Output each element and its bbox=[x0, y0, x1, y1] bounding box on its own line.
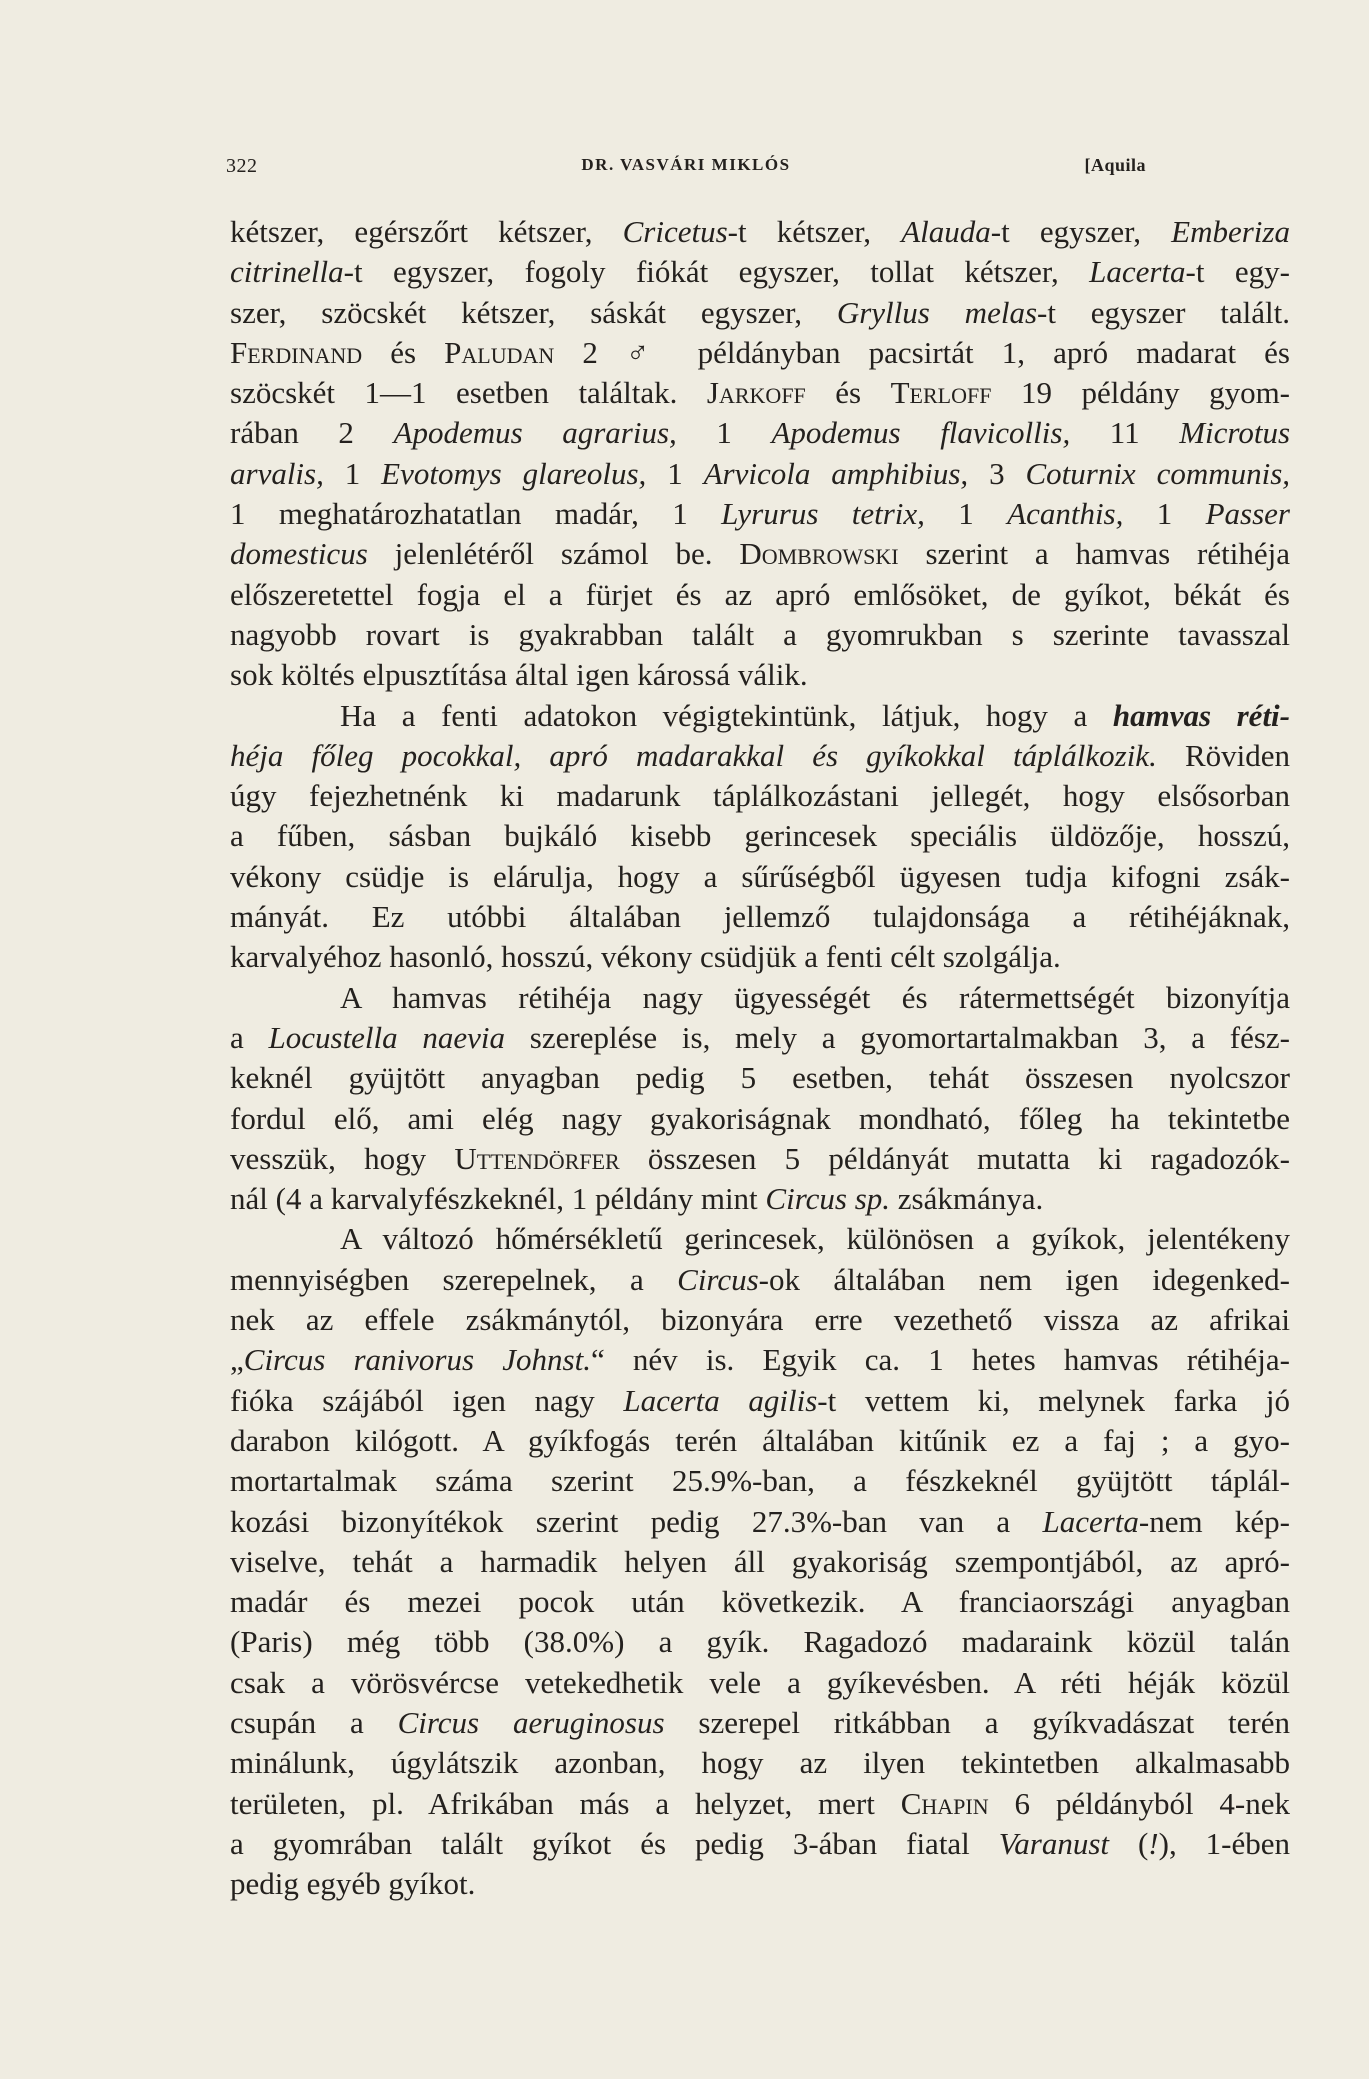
text-segment: 1 bbox=[323, 455, 382, 491]
text-segment: a gyomrában talált gyíkot és pedig 3-ában fiatal bbox=[230, 1825, 999, 1861]
text-segment: -t vettem ki, melynek farka jó bbox=[817, 1382, 1290, 1418]
text-segment: Uttendörfer bbox=[454, 1140, 620, 1176]
text-segment: hamvas réti- bbox=[1112, 697, 1290, 733]
text-segment: -t egyszer talált. bbox=[1037, 294, 1291, 330]
text-segment: Apodemus flavicollis, bbox=[771, 415, 1071, 451]
text-segment: madár és mezei pocok után következik. A franciaországi anyagban bbox=[230, 1584, 1290, 1620]
text-segment: fióka szájából igen nagy bbox=[230, 1382, 624, 1418]
text-line bbox=[230, 655, 1290, 695]
text-segment: szereplése is, mely a gyomortartalmakban 3, a fész- bbox=[505, 1019, 1290, 1055]
text-segment: mennyiségben szerepelnek, a bbox=[230, 1261, 678, 1297]
text-segment: 6 példányból 4-nek bbox=[988, 1785, 1291, 1821]
text-line bbox=[230, 1542, 1290, 1582]
text-line bbox=[230, 857, 1290, 897]
text-line bbox=[230, 454, 1290, 494]
text-line bbox=[230, 1179, 1290, 1219]
text-segment: 1 bbox=[646, 455, 704, 491]
text-segment: jelenlétéről számol be. bbox=[367, 536, 740, 572]
text-line bbox=[230, 615, 1290, 655]
text-segment: A hamvas rétihéja nagy ügyességét és rátermettségét bizonyítja bbox=[340, 979, 1290, 1015]
text-segment: Microtus bbox=[1179, 415, 1291, 451]
text-line bbox=[230, 1663, 1290, 1703]
text-segment: Röviden bbox=[1156, 737, 1290, 773]
text-segment: Varanust bbox=[998, 1825, 1110, 1861]
body-text bbox=[230, 212, 1290, 1904]
text-segment: szöcskét 1—1 esetben találtak. bbox=[230, 375, 707, 411]
text-line bbox=[230, 1622, 1290, 1662]
text-line bbox=[230, 1260, 1290, 1300]
page-number: 322 bbox=[226, 155, 258, 177]
text-segment: „ bbox=[230, 1342, 244, 1378]
text-segment: szer, szöcskét kétszer, sáskát egyszer, bbox=[230, 294, 837, 330]
text-line bbox=[230, 978, 1290, 1018]
text-segment: kétszer, egérszőrt kétszer, bbox=[230, 214, 623, 249]
text-segment: Lacerta bbox=[1042, 1503, 1139, 1539]
text-segment: rában 2 bbox=[230, 415, 394, 451]
journal-title: [Aquila bbox=[1084, 155, 1146, 175]
text-segment: domesticus bbox=[230, 536, 368, 572]
text-line bbox=[230, 575, 1290, 615]
text-line bbox=[230, 494, 1290, 534]
text-segment: 1 bbox=[676, 415, 772, 451]
text-segment: vesszük, hogy bbox=[230, 1140, 455, 1176]
text-line bbox=[230, 212, 1290, 252]
text-segment: területen, pl. Afrikában más a helyzet, mert bbox=[230, 1785, 901, 1821]
text-segment: A változó hőmérsékletű gerincesek, különösen a gyíkok, jelentékeny bbox=[340, 1221, 1290, 1257]
text-segment: 19 példány gyom- bbox=[991, 375, 1291, 411]
text-segment: -t egyszer, fogoly fiókát egyszer, tollat kétszer, bbox=[343, 254, 1090, 290]
text-segment: Lacerta bbox=[1089, 254, 1186, 290]
text-segment: héja főleg pocokkal, apró madarakkal és gyíkokkal táplálkozik. bbox=[230, 737, 1157, 773]
text-segment: Jarkoff bbox=[706, 375, 806, 411]
text-segment: Paludan bbox=[444, 334, 555, 370]
text-segment: Apodemus agrarius, bbox=[393, 415, 677, 451]
text-segment: Ferdinand bbox=[230, 334, 363, 370]
text-segment: Circus aeruginosus bbox=[397, 1704, 665, 1740]
text-line bbox=[230, 736, 1290, 776]
text-segment: Dombrowski bbox=[739, 536, 899, 572]
text-segment: Locustella naevia bbox=[268, 1019, 506, 1055]
text-segment: 2 ♂ példányban pacsirtát 1, apró madarat és bbox=[554, 334, 1290, 370]
text-segment: Coturnix communis, bbox=[1025, 455, 1291, 491]
text-line bbox=[230, 776, 1290, 816]
text-segment: -t kétszer, bbox=[727, 214, 902, 249]
text-segment: -t egy- bbox=[1185, 254, 1290, 290]
author-name: DR. VASVÁRI MIKLÓS bbox=[581, 155, 791, 174]
text-segment: szerepel ritkábban a gyíkvadászat terén bbox=[664, 1704, 1291, 1740]
text-segment: 3 bbox=[968, 455, 1026, 491]
text-segment: nek az effele zsákmánytól, bizonyára erre vezethető vissza az afrikai bbox=[230, 1302, 1290, 1338]
text-line bbox=[230, 1219, 1290, 1259]
text-segment: Passer bbox=[1205, 496, 1290, 532]
text-line bbox=[230, 1300, 1290, 1340]
text-segment: Alauda bbox=[901, 214, 991, 249]
text-line bbox=[230, 696, 1290, 736]
text-segment: a fűben, sásban bujkáló kisebb gerincesek speciális üldözője, hosszú, bbox=[230, 818, 1290, 854]
text-segment: Circus bbox=[677, 1261, 759, 1297]
text-segment: (Paris) még több (38.0%) a gyík. Ragadozó madaraink közül talán bbox=[230, 1624, 1290, 1660]
text-segment: és bbox=[362, 334, 445, 370]
text-line bbox=[230, 1824, 1290, 1864]
text-line bbox=[230, 252, 1290, 292]
text-segment: Lyrurus tetrix, bbox=[721, 496, 925, 532]
text-line bbox=[230, 1743, 1290, 1783]
text-line bbox=[230, 1058, 1290, 1098]
text-segment: Evotomys glareolus, bbox=[381, 455, 647, 491]
text-segment: vékony csüdje is elárulja, hogy a sűrűségből ügyesen tudja kifogni zsák- bbox=[230, 858, 1290, 894]
text-segment: ! bbox=[1148, 1825, 1159, 1861]
text-segment: csupán a bbox=[230, 1704, 398, 1740]
text-segment: sok költés elpusztítása által igen károssá válik. bbox=[230, 657, 808, 693]
text-line bbox=[230, 1139, 1290, 1179]
text-line bbox=[230, 1703, 1290, 1743]
text-segment: citrinella bbox=[230, 254, 344, 290]
text-segment: ( bbox=[1109, 1825, 1149, 1861]
text-line bbox=[230, 293, 1290, 333]
text-line bbox=[230, 1461, 1290, 1501]
text-segment: a bbox=[230, 1019, 269, 1055]
text-segment: arvalis, bbox=[230, 455, 324, 491]
text-line bbox=[230, 816, 1290, 856]
text-segment: Arvicola amphibius, bbox=[703, 455, 969, 491]
text-segment: 1 bbox=[1123, 496, 1206, 532]
text-line bbox=[230, 1099, 1290, 1139]
text-line bbox=[230, 1502, 1290, 1542]
text-segment: 11 bbox=[1070, 415, 1180, 451]
text-segment: 1 bbox=[924, 496, 1008, 532]
text-segment: viselve, tehát a harmadik helyen áll gyakoriság szempontjából, az apró- bbox=[230, 1543, 1290, 1579]
text-line bbox=[230, 534, 1290, 574]
text-segment: karvalyéhoz hasonló, hosszú, vékony csüdjük a fenti célt szolgálja. bbox=[230, 939, 1061, 975]
text-line bbox=[230, 937, 1290, 977]
text-segment: -t egyszer, bbox=[990, 214, 1172, 249]
text-segment: minálunk, úgylátszik azonban, hogy az ilyen tekintetben alkalmasabb bbox=[230, 1745, 1290, 1781]
text-segment: szerint a hamvas rétihéja bbox=[898, 536, 1290, 572]
text-segment: fordul elő, ami elég nagy gyakoriságnak mondható, főleg ha tekintetbe bbox=[230, 1100, 1290, 1136]
text-segment: Circus sp. bbox=[765, 1181, 891, 1217]
text-segment: pedig egyéb gyíkot. bbox=[230, 1866, 476, 1902]
text-segment: mortartalmak száma szerint 25.9%-ban, a fészkeknél gyüjtött táplál- bbox=[230, 1463, 1290, 1499]
text-segment: nál (4 a karvalyfészkeknél, 1 példány mint bbox=[230, 1181, 766, 1217]
text-line bbox=[230, 1582, 1290, 1622]
text-segment: Gryllus melas bbox=[836, 294, 1038, 330]
text-segment: Terloff bbox=[890, 375, 992, 411]
text-segment: Ha a fenti adatokon végigtekintünk, látjuk, hogy a bbox=[340, 697, 1113, 733]
text-line bbox=[230, 1421, 1290, 1461]
text-segment: 1 meghatározhatatlan madár, 1 bbox=[230, 496, 722, 532]
text-segment: összesen 5 példányát mutatta ki ragadozók- bbox=[619, 1140, 1290, 1176]
text-line bbox=[230, 897, 1290, 937]
text-line bbox=[230, 1340, 1290, 1380]
text-line bbox=[230, 1018, 1290, 1058]
text-line bbox=[230, 373, 1290, 413]
text-segment: Acanthis, bbox=[1007, 496, 1124, 532]
text-line bbox=[230, 333, 1290, 373]
text-segment: és bbox=[805, 375, 891, 411]
text-line bbox=[230, 1381, 1290, 1421]
text-segment: -nem kép- bbox=[1138, 1503, 1291, 1539]
running-head bbox=[226, 155, 1146, 185]
text-segment: Emberiza bbox=[1171, 214, 1290, 249]
text-segment: zsákmánya. bbox=[890, 1181, 1044, 1217]
text-segment: “ név is. Egyik ca. 1 hetes hamvas rétihéja- bbox=[590, 1342, 1290, 1378]
text-segment: mányát. Ez utóbbi általában jellemző tulajdonsága a rétihéjáknak, bbox=[230, 899, 1290, 935]
text-segment: nagyobb rovart is gyakrabban talált a gyomrukban s szerinte tavasszal bbox=[230, 616, 1290, 652]
text-line bbox=[230, 413, 1290, 453]
text-segment: csak a vörösvércse vetekedhetik vele a gyíkevésben. A réti héják közül bbox=[230, 1664, 1290, 1700]
text-segment: keknél gyüjtött anyagban pedig 5 esetben, tehát összesen nyolcszor bbox=[230, 1060, 1290, 1096]
text-segment: Circus ranivorus Johnst. bbox=[243, 1342, 591, 1378]
text-segment: kozási bizonyítékok szerint pedig 27.3%-ban van a bbox=[230, 1503, 1043, 1539]
text-segment: ), 1-ében bbox=[1158, 1825, 1290, 1861]
text-line bbox=[230, 1864, 1290, 1904]
text-segment: -ok általában nem igen idegenked- bbox=[758, 1261, 1290, 1297]
text-segment: Chapin bbox=[900, 1785, 989, 1821]
text-segment: előszeretettel fogja el a fürjet és az apró emlősöket, de gyíkot, békát és bbox=[230, 576, 1290, 612]
text-segment: Lacerta agilis bbox=[623, 1382, 818, 1418]
text-line bbox=[230, 1784, 1290, 1824]
text-segment: Cricetus bbox=[622, 214, 728, 249]
text-segment: úgy fejezhetnénk ki madarunk táplálkozástani jellegét, hogy elsősorban bbox=[230, 778, 1290, 814]
text-segment: darabon kilógott. A gyíkfogás terén általában kitűnik ez a faj ; a gyo- bbox=[230, 1422, 1290, 1458]
